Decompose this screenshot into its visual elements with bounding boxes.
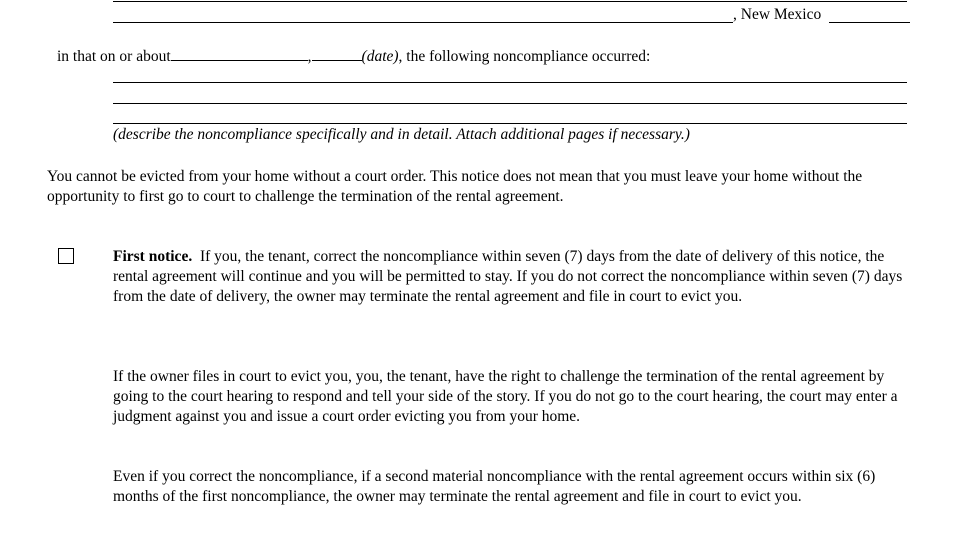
description-line-3[interactable]: [113, 123, 907, 124]
address-city-field[interactable]: [113, 22, 733, 23]
state-label: , New Mexico: [733, 6, 822, 23]
occurrence-line: [57, 46, 650, 66]
first-notice-checkbox[interactable]: [58, 248, 74, 264]
court-order-notice: You cannot be evicted from your home without a court order. This notice does not mean that you must leave your home without the opportunity to first go to court to challenge the termination of the rental agreement.: [47, 168, 863, 205]
date-field-month-day[interactable]: [171, 46, 308, 61]
first-notice-heading: First notice.: [113, 248, 193, 265]
second-noncompliance-paragraph: Even if you correct the noncompliance, if a second material noncompliance with the rental agreement occurs within six (6) months of the first noncompliance, the owner may terminate the rental agreement and file in court to evict you.: [113, 468, 876, 505]
date-field-year[interactable]: [312, 46, 362, 61]
occurrence-tail: , the following noncompliance occurred:: [398, 48, 651, 65]
right-to-challenge-paragraph: If the owner files in court to evict you, you, the tenant, have the right to challenge the termination of the rental agreement by going to the court hearing to respond and tell your side of the story. If you do not go to the court hearing, the court may enter a judgment against you and issue a court order evicting you from your home.: [113, 368, 898, 425]
first-notice-paragraph: [113, 247, 913, 307]
zip-field[interactable]: [829, 22, 910, 23]
date-label: (date): [361, 48, 399, 65]
first-notice-body: If you, the tenant, correct the noncompliance within seven (7) days from the date of delivery of this notice, the rental agreement will continue and you will be permitted to stay. If you do not correct the noncompliance within seven (7) days from the date of delivery, the owner may terminate the rental agreement and file in court to evict you.: [113, 248, 903, 305]
description-line-2[interactable]: [113, 103, 907, 104]
describe-instruction: (describe the noncompliance specifically and in detail. Attach additional pages if necessary.): [113, 126, 690, 143]
address-line-top[interactable]: [113, 1, 907, 2]
occurrence-lead: in that on or about: [57, 48, 171, 65]
description-line-1[interactable]: [113, 82, 907, 83]
occurrence-comma: ,: [307, 48, 312, 65]
